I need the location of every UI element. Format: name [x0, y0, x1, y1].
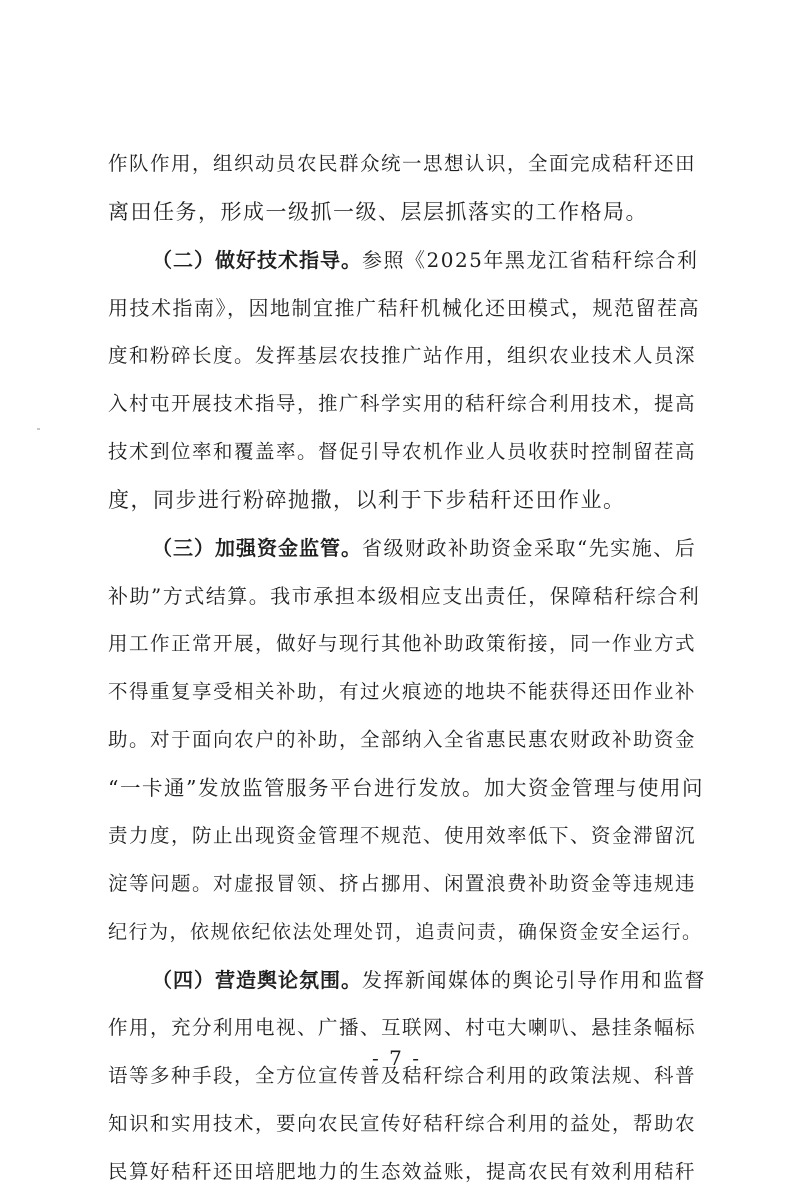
text-line: 民算好秸秆还田培肥地力的生态效益账，提高农民有效利用秸秆	[108, 1160, 697, 1183]
scan-mark	[37, 428, 40, 430]
text-line: 入村屯开展技术指导，推广科学实用的秸秆综合利用技术，提高	[108, 392, 697, 415]
text-line: 离田任务，形成一级抓一级、层层抓落实的工作格局。	[108, 200, 648, 224]
paragraph-first-line	[152, 968, 706, 992]
section-heading: （三）加强资金监管。	[152, 536, 362, 560]
text-line: 度和粉碎长度。发挥基层农技推广站作用，组织农业技术人员深	[108, 344, 697, 367]
text-line: 用工作正常开展，做好与现行其他补助政策衔接，同一作业方式	[108, 632, 697, 655]
text-run: 参照《2025年黑龙江省秸秆综合利	[362, 248, 699, 272]
text-line: 补助”方式结算。我市承担本级相应支出责任，保障秸秆综合利	[108, 584, 701, 608]
text-line: 知识和实用技术，要向农民宣传好秸秆综合利用的益处，帮助农	[108, 1112, 697, 1135]
text-run: 省级财政补助资金采取“先实施、后	[362, 536, 697, 560]
text-line: 淀等问题。对虚报冒领、挤占挪用、闲置浪费补助资金等违规违	[108, 872, 697, 895]
text-line: 技术到位率和覆盖率。督促引导农机作业人员收获时控制留茬高	[108, 440, 697, 463]
text-line: 责力度，防止出现资金管理不规范、使用效率低下、资金滞留沉	[108, 824, 697, 847]
text-run: 发挥新闻媒体的舆论引导作用和监督	[362, 968, 706, 992]
text-line: 用技术指南》，因地制宜推广秸秆机械化还田模式，规范留茬高	[108, 296, 700, 320]
page-number: - 7 -	[372, 1046, 421, 1070]
section-heading: （四）营造舆论氛围。	[152, 968, 362, 992]
text-line: 助。对于面向农户的补助，全部纳入全省惠民惠农财政补助资金	[108, 728, 697, 751]
text-line: “一卡通”发放监管服务平台进行发放。加大资金管理与使用问	[108, 776, 704, 800]
paragraph-first-line	[152, 536, 696, 560]
text-line: 语等多种手段，全方位宣传普及秸秆综合利用的政策法规、科普	[108, 1064, 697, 1087]
text-line: 度，同步进行粉碎抛撒，以利于下步秸秆还田作业。	[108, 488, 626, 512]
text-line: 不得重复享受相关补助，有过火痕迹的地块不能获得还田作业补	[108, 680, 697, 703]
text-line: 作队作用，组织动员农民群众统一思想认识，全面完成秸秆还田	[108, 152, 697, 175]
paragraph-first-line	[152, 248, 698, 272]
text-line: 作用，充分利用电视、广播、互联网、村屯大喇叭、悬挂条幅标	[108, 1016, 697, 1039]
text-line: 纪行为，依规依纪依法处理处罚，追责问责，确保资金安全运行。	[108, 921, 703, 943]
section-heading: （二）做好技术指导。	[152, 248, 362, 272]
